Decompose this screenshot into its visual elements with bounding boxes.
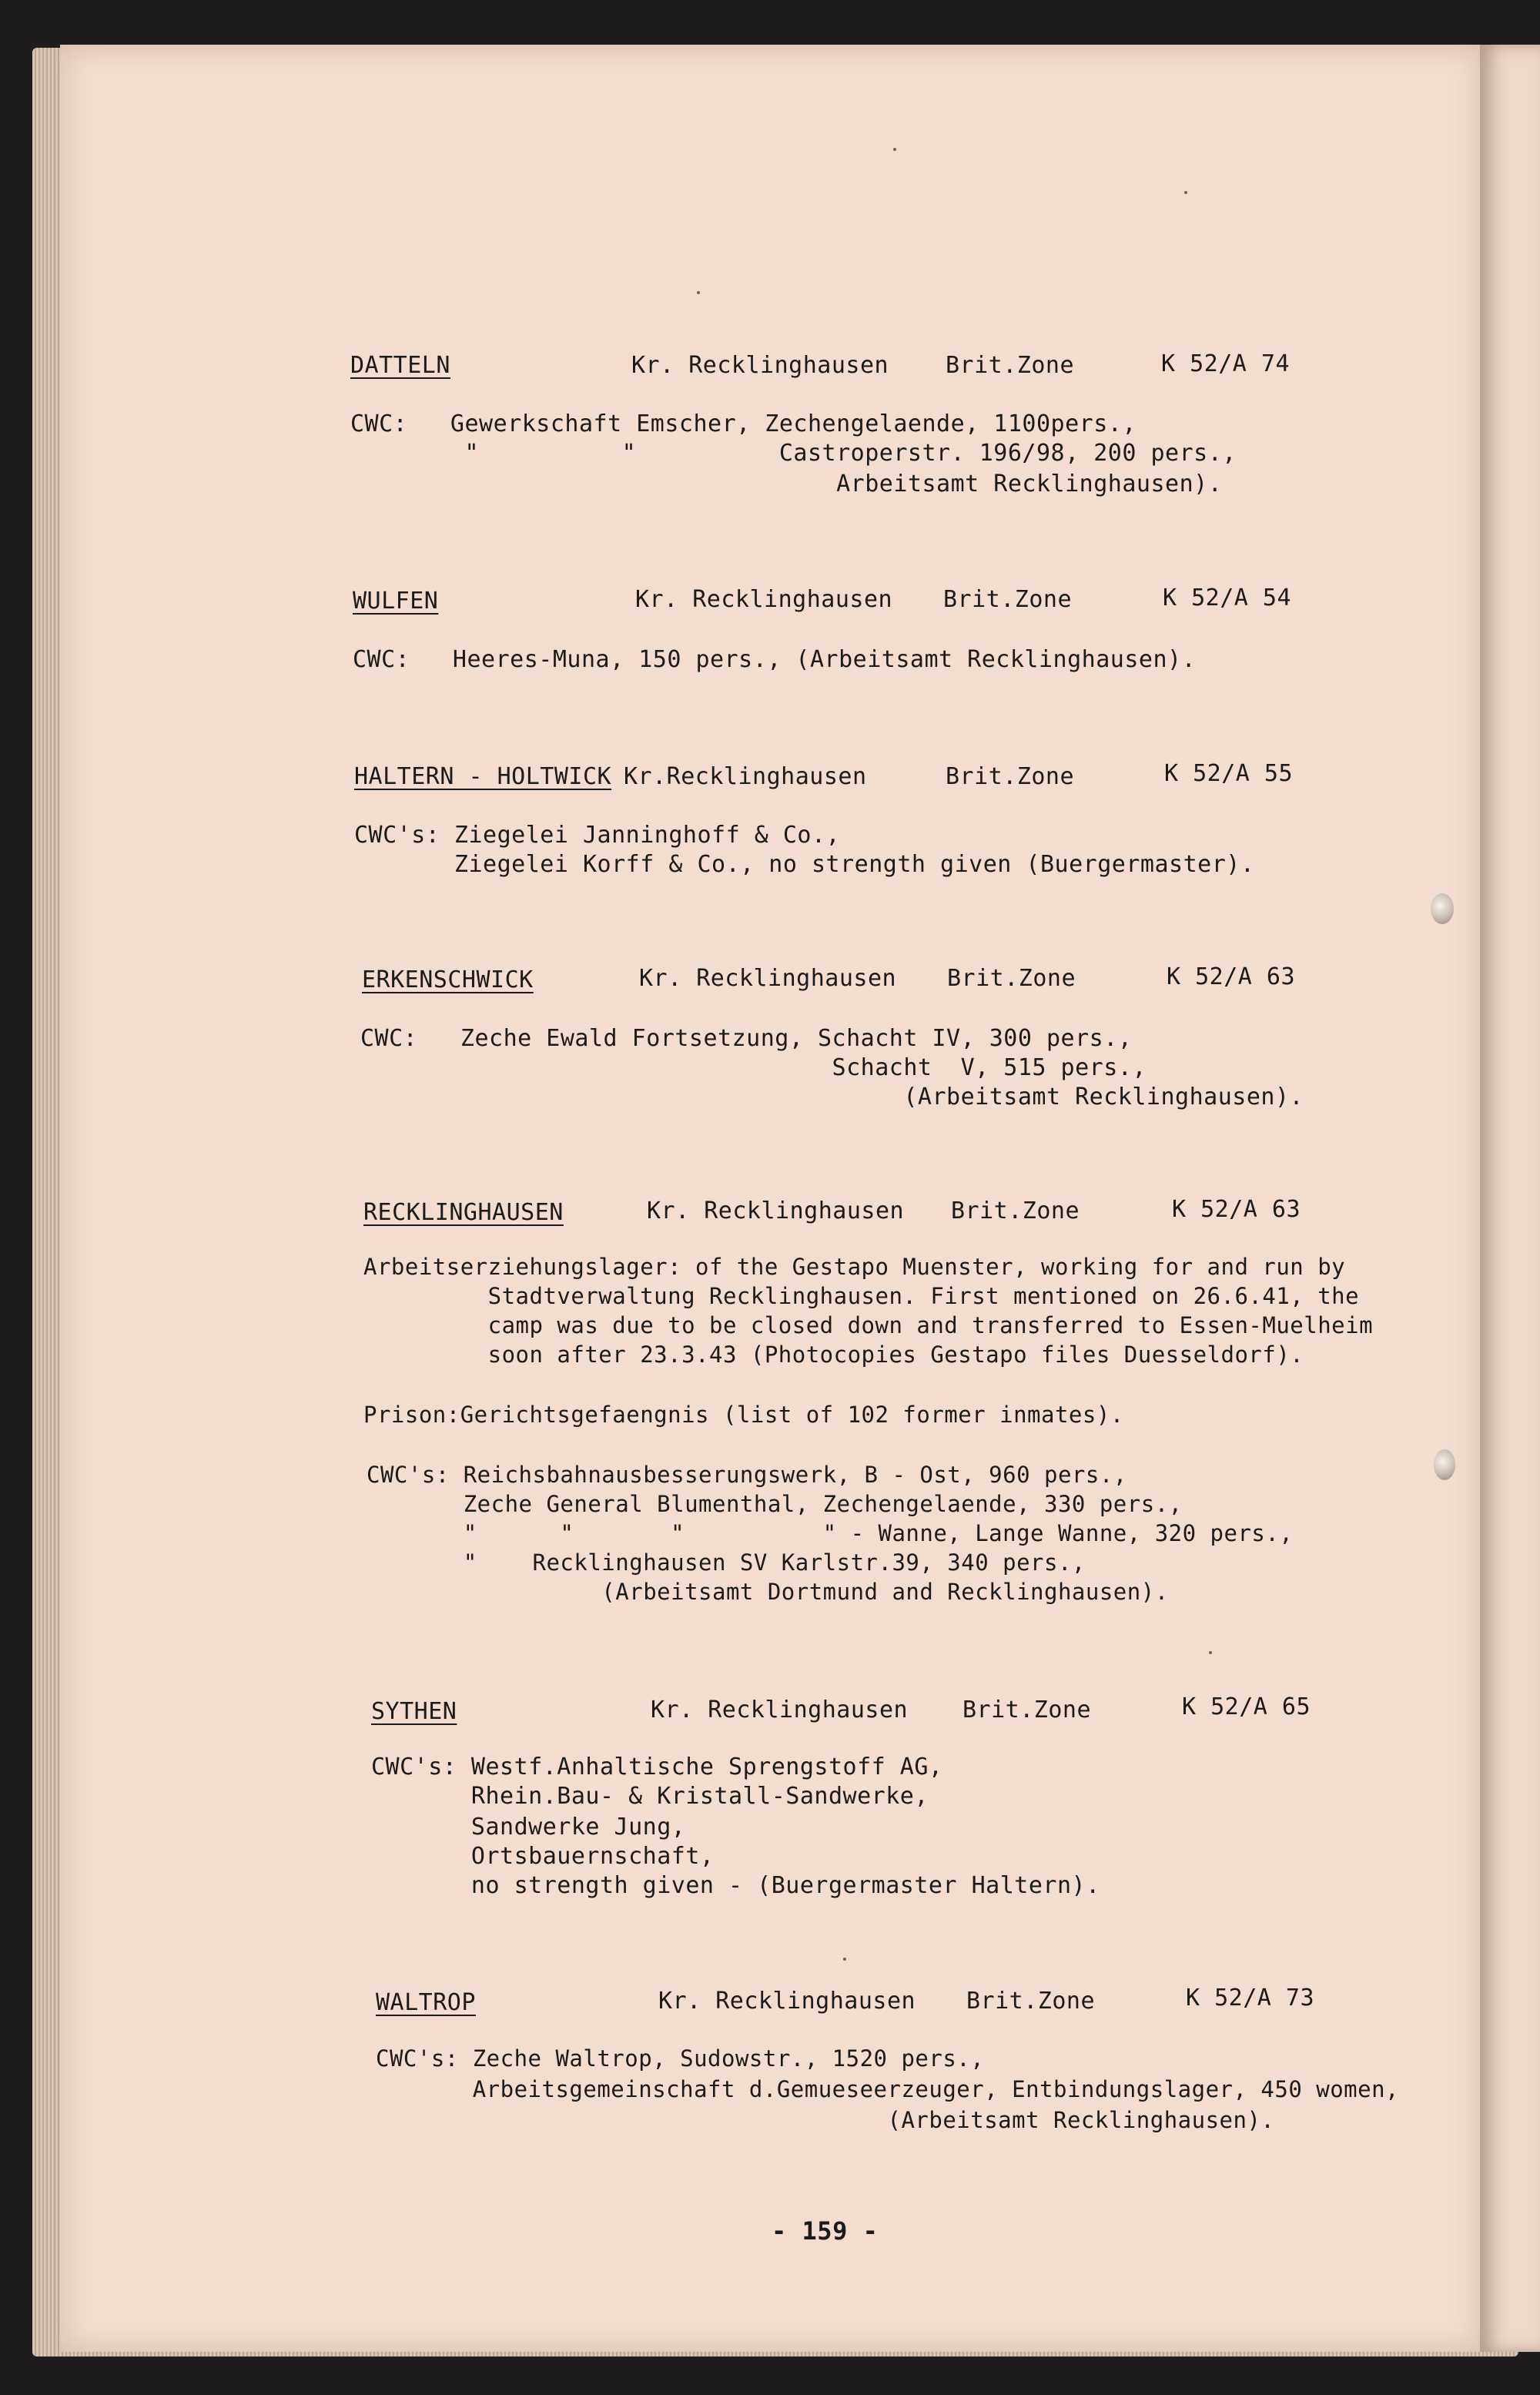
entry-reference: K 52/A 73 (1186, 1985, 1315, 2011)
entry-town: WULFEN (353, 588, 439, 615)
entry-district: Kr. Recklinghausen (651, 1697, 909, 1723)
entry-line: (Arbeitsamt Dortmund and Recklinghausen). (367, 1579, 1169, 1605)
entry-zone: Brit.Zone (962, 1697, 1092, 1723)
entry-line: Arbeitserziehungslager: of the Gestapo Muenster, working for and run by (363, 1254, 1346, 1280)
entry-line: Ortsbauernschaft, (371, 1843, 715, 1870)
paper-speck (1184, 191, 1187, 194)
entry-line: Zeche General Blumenthal, Zechengelaende, 330 pers., (367, 1491, 1183, 1517)
paper-speck (1209, 1651, 1212, 1654)
entry-zone: Brit.Zone (946, 352, 1075, 379)
entry-line: " " " " - Wanne, Lange Wanne, 320 pers., (367, 1520, 1294, 1546)
entry-line: Arbeitsgemeinschaft d.Gemueseerzeuger, Entbindungslager, 450 women, (376, 2076, 1400, 2102)
entry-district: Kr. Recklinghausen (639, 965, 897, 992)
paper-speck (697, 291, 700, 294)
entry-reference: K 52/A 65 (1182, 1693, 1311, 1720)
entry-town: SYTHEN (371, 1698, 457, 1725)
entry-zone: Brit.Zone (951, 1198, 1080, 1224)
entry-line: CWC's: Reichsbahnausbesserungswerk, B - Ost, 960 pers., (367, 1462, 1127, 1488)
entry-town: RECKLINGHAUSEN (363, 1199, 564, 1226)
entry-line: (Arbeitsamt Recklinghausen). (376, 2107, 1275, 2133)
entry-town: HALTERN - HOLTWICK (354, 763, 612, 790)
entry-line: CWC's: Ziegelei Janninghoff & Co., (354, 822, 841, 849)
entry-district: Kr. Recklinghausen (647, 1198, 905, 1224)
entry-line: Rhein.Bau- & Kristall-Sandwerke, (371, 1783, 929, 1810)
entry-zone: Brit.Zone (966, 1988, 1096, 2015)
entry-line: Schacht V, 515 pers., (360, 1054, 1147, 1081)
entry-town: ERKENSCHWICK (362, 966, 534, 993)
paper-speck (843, 1958, 846, 1961)
entry-district: Kr.Recklinghausen (624, 763, 867, 790)
entry-zone: Brit.Zone (947, 965, 1076, 992)
entry-district: Kr. Recklinghausen (635, 586, 893, 613)
entry-line: Prison:Gerichtsgefaengnis (list of 102 former inmates). (363, 1402, 1124, 1428)
entry-reference: K 52/A 55 (1164, 760, 1294, 787)
entry-town: DATTELN (350, 352, 450, 379)
entry-reference: K 52/A 54 (1163, 585, 1292, 611)
entry-line: " " Castroperstr. 196/98, 200 pers., (350, 440, 1237, 467)
entry-line: CWC's: Westf.Anhaltische Sprengstoff AG, (371, 1754, 943, 1780)
entry-line: no strength given - (Buergermaster Haltern). (371, 1872, 1100, 1899)
entry-line: " Recklinghausen SV Karlstr.39, 340 pers., (367, 1549, 1086, 1576)
entry-reference: K 52/A 63 (1167, 963, 1296, 990)
entry-district: Kr. Recklinghausen (658, 1988, 916, 2015)
entry-line: CWC: Gewerkschaft Emscher, Zechengelaende, 1100pers., (350, 410, 1137, 437)
entry-line: camp was due to be closed down and transferred to Essen-Muelheim (363, 1312, 1374, 1338)
entry-line: Stadtverwaltung Recklinghausen. First mentioned on 26.6.41, the (363, 1283, 1360, 1309)
entry-line: Arbeitsamt Recklinghausen). (350, 471, 1223, 497)
entry-zone: Brit.Zone (943, 586, 1073, 613)
entry-zone: Brit.Zone (946, 763, 1075, 790)
entry-line: soon after 23.3.43 (Photocopies Gestapo files Duesseldorf). (363, 1342, 1304, 1368)
entry-line: CWC: Zeche Ewald Fortsetzung, Schacht IV, 300 pers., (360, 1025, 1133, 1052)
entry-reference: K 52/A 74 (1161, 350, 1291, 377)
page-number: - 159 - (772, 2216, 879, 2246)
entry-reference: K 52/A 63 (1172, 1196, 1301, 1223)
binding-hole (1431, 893, 1454, 924)
entry-line: CWC's: Zeche Waltrop, Sudowstr., 1520 pers., (376, 2045, 985, 2072)
entry-line: Sandwerke Jung, (371, 1814, 686, 1841)
binding-hole (1434, 1449, 1455, 1480)
entry-line: CWC: Heeres-Muna, 150 pers., (Arbeitsamt Recklinghausen). (353, 646, 1197, 673)
entry-town: WALTROP (376, 1989, 476, 2016)
entry-line: (Arbeitsamt Recklinghausen). (360, 1084, 1304, 1110)
entry-district: Kr. Recklinghausen (631, 352, 889, 379)
paper-speck (893, 148, 896, 151)
entry-line: Ziegelei Korff & Co., no strength given (Buergermaster). (354, 851, 1255, 878)
